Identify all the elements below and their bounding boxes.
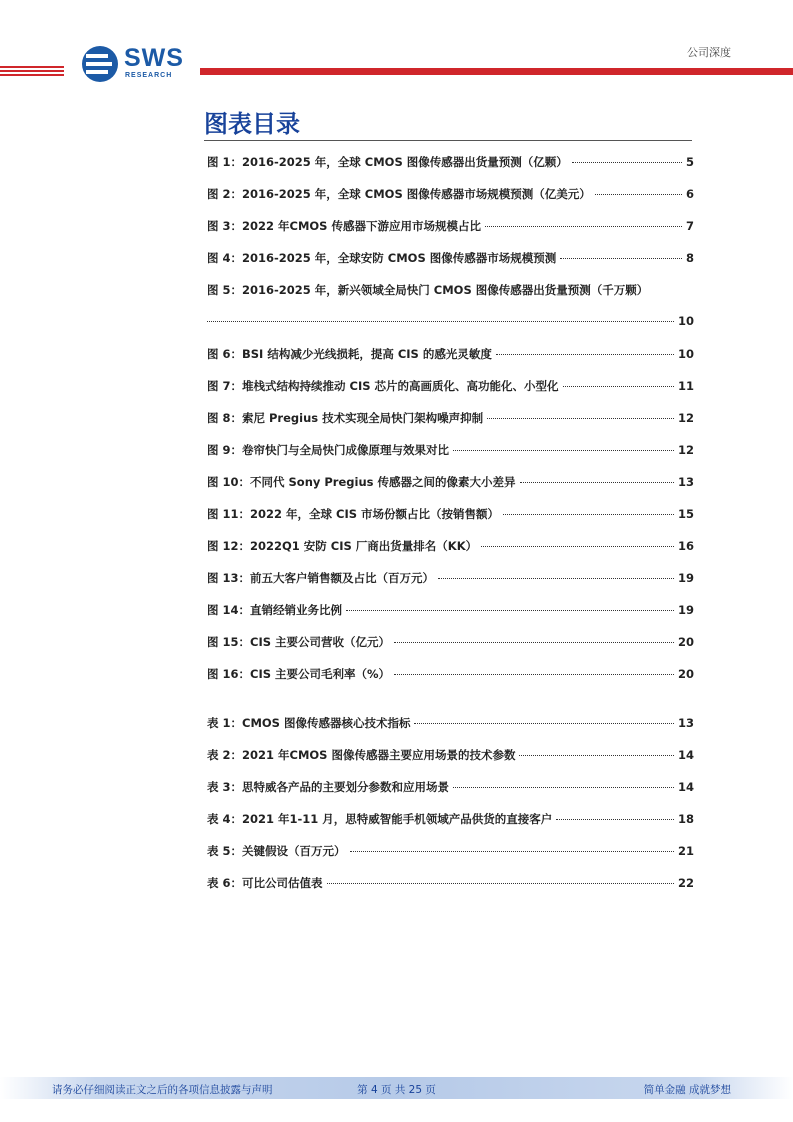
toc-table-4[interactable]: 表 4：2021 年1-11 月，思特威智能手机领域产品供货的直接客户 18 (207, 812, 694, 826)
toc-figure-15[interactable]: 图 15：CIS 主要公司营收（亿元） 20 (207, 635, 694, 649)
page-number: 14 (677, 780, 694, 794)
toc-table-6[interactable]: 表 6：可比公司估值表 22 (207, 876, 694, 890)
page-number: 12 (677, 443, 694, 457)
toc-figure-6[interactable]: 图 6：BSI 结构减少光线损耗，提高 CIS 的感光灵敏度 10 (207, 347, 694, 361)
leader-dots (560, 258, 682, 259)
page-number: 18 (677, 812, 694, 826)
leader-dots (350, 851, 674, 852)
toc-figure-11[interactable]: 图 11：2022 年，全球 CIS 市场份额占比（按销售额） 15 (207, 507, 694, 521)
page-number: 19 (677, 603, 694, 617)
leader-dots (503, 514, 674, 515)
leader-dots (485, 226, 682, 227)
toc-table-2[interactable]: 表 2：2021 年CMOS 图像传感器主要应用场景的技术参数 14 (207, 748, 694, 762)
page-number: 19 (677, 571, 694, 585)
toc-figure-16[interactable]: 图 16：CIS 主要公司毛利率（%） 20 (207, 667, 694, 681)
page-number: 12 (677, 411, 694, 425)
leader-dots (346, 610, 674, 611)
page-number: 16 (677, 539, 694, 553)
toc-figure-7[interactable]: 图 7：堆栈式结构持续推动 CIS 芯片的高画质化、高功能化、小型化 11 (207, 379, 694, 393)
leader-dots (595, 194, 682, 195)
report-type-label: 公司深度 (687, 46, 731, 59)
page-number: 14 (677, 748, 694, 762)
page-number: 20 (677, 667, 694, 681)
page-number: 15 (677, 507, 694, 521)
leader-dots (563, 386, 674, 387)
page-number: 5 (685, 155, 694, 169)
toc-figure-10[interactable]: 图 10：不同代 Sony Pregius 传感器之间的像素大小差异 13 (207, 475, 694, 489)
header-rule-right (200, 68, 793, 75)
page-number: 7 (685, 219, 694, 233)
page-number: 13 (677, 716, 694, 730)
title-divider (204, 140, 692, 141)
leader-dots (414, 723, 674, 724)
page-number: 11 (677, 379, 694, 393)
page-title: 图表目录 (204, 110, 300, 138)
leader-dots (519, 755, 674, 756)
page-number: 13 (677, 475, 694, 489)
footer-slogan: 简单金融 成就梦想 (643, 1084, 731, 1096)
leader-dots (572, 162, 682, 163)
leader-dots (394, 674, 674, 675)
page-number: 20 (677, 635, 694, 649)
logo-subtext: RESEARCH (125, 72, 173, 79)
page-number: 21 (677, 844, 694, 858)
toc-figure-8[interactable]: 图 8：索尼 Pregius 技术实现全局快门架构噪声抑制 12 (207, 411, 694, 425)
leader-dots (394, 642, 674, 643)
toc-figure-4[interactable]: 图 4：2016-2025 年，全球安防 CMOS 图像传感器市场规模预测 8 (207, 251, 694, 265)
toc-figure-5[interactable]: 图 5：2016-2025 年，新兴领域全局快门 CMOS 图像传感器出货量预测（千万颗） 10 (207, 283, 694, 328)
toc-table-3[interactable]: 表 3：思特威各产品的主要划分参数和应用场景 14 (207, 780, 694, 794)
page-number: 8 (685, 251, 694, 265)
toc-figure-13[interactable]: 图 13：前五大客户销售额及占比（百万元） 19 (207, 571, 694, 585)
page-number: 10 (677, 347, 694, 361)
leader-dots (207, 321, 674, 322)
leader-dots (496, 354, 674, 355)
leader-dots (481, 546, 674, 547)
toc-figure-12[interactable]: 图 12：2022Q1 安防 CIS 厂商出货量排名（KK） 16 (207, 539, 694, 553)
leader-dots (438, 578, 674, 579)
leader-dots (327, 883, 674, 884)
figure-list (207, 154, 694, 698)
leader-dots (487, 418, 674, 419)
leader-dots (556, 819, 674, 820)
table-list (207, 715, 694, 907)
toc-figure-14[interactable]: 图 14：直销经销业务比例 19 (207, 603, 694, 617)
toc-table-1[interactable]: 表 1：CMOS 图像传感器核心技术指标 13 (207, 716, 694, 730)
footer-page-info: 第 4 页 共 25 页 (357, 1084, 436, 1096)
header-rule-left (0, 66, 64, 76)
leader-dots (453, 450, 674, 451)
toc-figure-1[interactable]: 图 1：2016-2025 年，全球 CMOS 图像传感器出货量预测（亿颗） 5 (207, 155, 694, 169)
logo-text: SWS (124, 44, 184, 72)
toc-figure-2[interactable]: 图 2：2016-2025 年，全球 CMOS 图像传感器市场规模预测（亿美元） 6 (207, 187, 694, 201)
toc-figure-3[interactable]: 图 3：2022 年CMOS 传感器下游应用市场规模占比 7 (207, 219, 694, 233)
page-number: 22 (677, 876, 694, 890)
page-number: 10 (677, 314, 694, 328)
footer-disclaimer: 请务必仔细阅读正文之后的各项信息披露与声明 (52, 1084, 273, 1096)
leader-dots (520, 482, 674, 483)
toc-table-5[interactable]: 表 5：关键假设（百万元） 21 (207, 844, 694, 858)
page-number: 6 (685, 187, 694, 201)
toc-figure-9[interactable]: 图 9：卷帘快门与全局快门成像原理与效果对比 12 (207, 443, 694, 457)
leader-dots (453, 787, 674, 788)
